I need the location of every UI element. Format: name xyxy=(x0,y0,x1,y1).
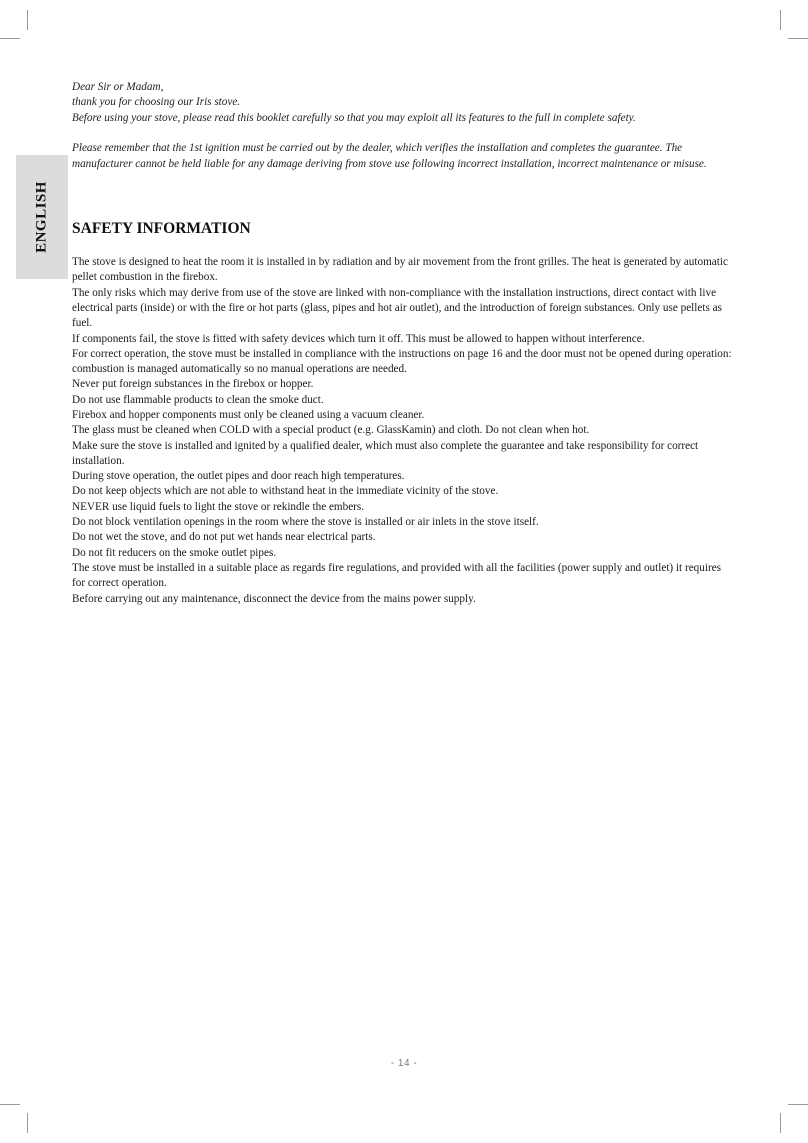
intro-block xyxy=(72,80,736,172)
crop-mark-bottom-right-vertical xyxy=(780,1113,781,1133)
intro-notice: Please remember that the 1st ignition must be carried out by the dealer, which verifies the installation and completes the guarantee. The manufacturer cannot be held liable for any damage deriving from stove use following incorrect installation, incorrect maintenance or misuse. xyxy=(72,142,707,170)
safety-paragraph: The stove is designed to heat the room it is installed in by radiation and by air movement from the front grilles. The heat is generated by automatic pellet combustion in the firebox. xyxy=(72,256,728,284)
safety-paragraph: The glass must be cleaned when COLD with a special product (e.g. GlassKamin) and cloth. Do not clean when hot. xyxy=(72,424,590,437)
language-side-tab xyxy=(16,155,68,279)
section-title: SAFETY INFORMATION xyxy=(72,220,251,238)
safety-paragraph: Firebox and hopper components must only be cleaned using a vacuum cleaner. xyxy=(72,409,425,421)
intro-instruction: Before using your stove, please read this booklet carefully so that you may exploit all its features to the full in complete safety. xyxy=(72,111,636,124)
intro-thanks: thank you for choosing our Iris stove. xyxy=(72,96,241,109)
safety-paragraph: The only risks which may derive from use of the stove are linked with non-compliance with the installation instructions, direct contact with live electrical parts (inside) or with the fire or hot parts (glass, pipes and hot air outlet), and the introduction of foreign substances. Only use pellets as fuel. xyxy=(72,286,722,330)
safety-paragraph: Before carrying out any maintenance, disconnect the device from the mains power supply. xyxy=(72,592,476,605)
safety-paragraph: Do not fit reducers on the smoke outlet pipes. xyxy=(72,546,277,559)
crop-mark-top-left-vertical xyxy=(27,10,28,30)
safety-paragraph: Do not use flammable products to clean the smoke duct. xyxy=(72,393,324,406)
crop-mark-top-right-vertical xyxy=(780,10,781,30)
safety-paragraph: The stove must be installed in a suitable place as regards fire regulations, and provided with all the facilities (power supply and outlet) it requires for correct operation. xyxy=(72,561,721,590)
safety-paragraph: For correct operation, the stove must be installed in compliance with the instructions on page 16 and the door must not be opened during operation: combustion is managed automatically so no manual operations are needed. xyxy=(72,347,732,376)
safety-paragraph: Never put foreign substances in the firebox or hopper. xyxy=(72,378,314,391)
safety-paragraph: During stove operation, the outlet pipes and door reach high temperatures. xyxy=(72,470,405,483)
safety-paragraph: Make sure the stove is installed and ignited by a qualified dealer, which must also complete the guarantee and take responsibility for correct installation. xyxy=(72,439,699,467)
page-number: - 14 - xyxy=(390,1058,418,1069)
safety-paragraph: If components fail, the stove is fitted with safety devices which turn it off. This must be allowed to happen without interference. xyxy=(72,332,645,345)
crop-mark-top-right-horizontal xyxy=(788,38,808,39)
intro-greeting: Dear Sir or Madam, xyxy=(72,81,164,93)
safety-paragraph: Do not block ventilation openings in the room where the stove is installed or air inlets in the stove itself. xyxy=(72,516,539,529)
safety-paragraph: Do not keep objects which are not able to withstand heat in the immediate vicinity of the stove. xyxy=(72,485,499,498)
crop-mark-bottom-right-horizontal xyxy=(788,1104,808,1105)
safety-paragraph: Do not wet the stove, and do not put wet hands near electrical parts. xyxy=(72,531,376,544)
crop-mark-bottom-left-horizontal xyxy=(0,1104,20,1105)
language-label: ENGLISH xyxy=(33,181,50,253)
crop-mark-bottom-left-vertical xyxy=(27,1113,28,1133)
safety-paragraph: NEVER use liquid fuels to light the stove or rekindle the embers. xyxy=(72,500,365,513)
page-content xyxy=(72,80,736,607)
safety-body xyxy=(72,255,736,607)
crop-mark-top-left-horizontal xyxy=(0,38,20,39)
